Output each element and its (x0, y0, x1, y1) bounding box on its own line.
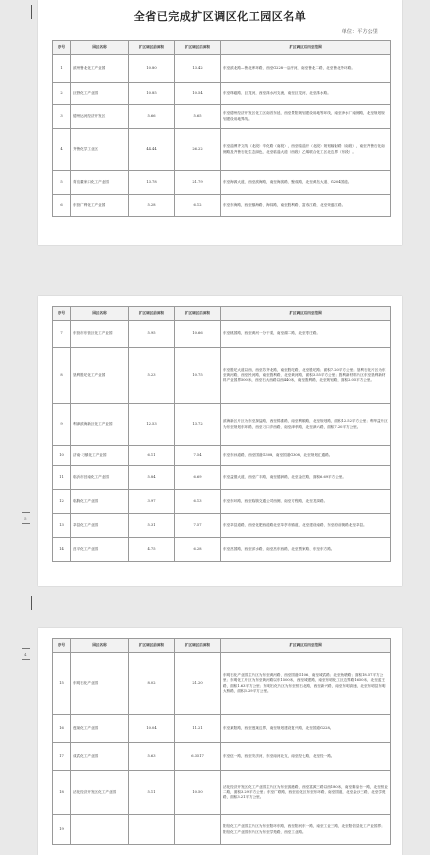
cell-after: 7.57 (175, 514, 221, 538)
header-after: 扩区调区后面积 (175, 307, 221, 321)
cell-no: 15 (53, 653, 71, 715)
table-row (53, 743, 391, 771)
table-row (53, 653, 391, 715)
page-number-dash (22, 659, 30, 660)
cell-scope: 东至莘县道路，西至化肥西道路北至莘亭市镇道，北至建设南路、东至府前街路北至莘县。 (221, 514, 391, 538)
header-name: 园区名称 (71, 41, 129, 55)
page-number-dash (22, 648, 30, 649)
table-row (53, 55, 391, 83)
cell-name: 德州运河经济开发区 (71, 105, 129, 129)
cell-before: 5.28 (129, 195, 175, 217)
cell-before: 5.23 (129, 348, 175, 404)
cell-name: 临朐化工产业园 (71, 490, 129, 514)
table-row (53, 446, 391, 466)
cell-before: 3.97 (129, 490, 175, 514)
cell-scope: 东至东孙道路，西至国道G308，南至国道G308，北至规划汇通路。 (221, 446, 391, 466)
cell-name: 东营广利化工产业园 (71, 195, 129, 217)
cell-no: 5 (53, 171, 71, 195)
table-row (53, 321, 391, 348)
cell-before (129, 815, 175, 845)
cell-no: 16 (53, 715, 71, 743)
table-row (53, 538, 391, 562)
cell-after: 5.65 (175, 105, 221, 129)
page-number-dash (22, 523, 30, 524)
table-row (53, 195, 391, 217)
cell-name: 东明石化产业园 (71, 653, 129, 715)
table-row (53, 171, 391, 195)
cell-after: 21.20 (175, 653, 221, 715)
page-number: 4 (24, 652, 27, 657)
cell-no: 6 (53, 195, 71, 217)
document-page-3 (38, 628, 402, 855)
cell-after: 10.66 (175, 321, 221, 348)
header-name: 园区名称 (71, 307, 129, 321)
cell-scope: 东至德州经济开发区化工区南首东延，西至景阳规划建设用地等环线，南至净水厂南侧路，北至规划规划建设用地界线。 (221, 105, 391, 129)
header-name: 园区名称 (71, 639, 129, 653)
cell-name: 滨州鲁北化工产业园 (71, 55, 129, 83)
cell-no: 14 (53, 538, 71, 562)
header-scope: 扩区调区后四至范围 (221, 307, 391, 321)
page-number-dash (22, 512, 30, 513)
cell-after (175, 815, 221, 845)
cell-scope: 东至滨北路—鲁北库环路，西至G228一沿疗河，南至鲁北二路，北至鲁北外环路。 (221, 55, 391, 83)
table-row (53, 466, 391, 490)
header-scope: 扩区调区后四至范围 (221, 639, 391, 653)
cell-scope: 东至桃园路，西至黄河一分干渠，南至湖二路，北至枣庄路。 (221, 321, 391, 348)
cell-after: 6.13 (175, 490, 221, 514)
cell-no: 12 (53, 490, 71, 514)
header-before: 扩区调区前面积 (129, 639, 175, 653)
page-number: 5 (24, 516, 27, 521)
parks-table-page-2 (52, 306, 391, 562)
header-no: 序号 (53, 307, 71, 321)
cell-after: 13.42 (175, 55, 221, 83)
header-after: 扩区调区后面积 (175, 41, 221, 55)
table-row (53, 105, 391, 129)
table-row (53, 815, 391, 845)
parks-table-page-1 (52, 40, 391, 217)
cell-name: 莘县化工产业园 (71, 514, 129, 538)
cell-name: 成武化工产业园 (71, 743, 129, 771)
unit-label: 单位：平方公里 (341, 29, 378, 35)
cell-name: 齐鲁化学工业区 (71, 129, 129, 171)
cell-before: 44.44 (129, 129, 175, 171)
cell-after: 10.75 (175, 348, 221, 404)
table-row (53, 715, 391, 743)
header-after: 扩区调区后面积 (175, 639, 221, 653)
cell-no: 3 (53, 105, 71, 129)
header-before: 扩区调区前面积 (129, 41, 175, 55)
cell-scope: 东至淄博齐文线（北段）辛化路（南段），西至临淄开（北段）规划辐射路（南段），南至齐鲁石化南侧路及齐鲁石化生态绿色，北至临淄大道（西段）乙烯联合化工区北边界（东段）。 (221, 129, 391, 171)
cell-no: 9 (53, 404, 71, 446)
cell-name (71, 815, 129, 845)
cell-name: 临沂市莒南化工产业园 (71, 466, 129, 490)
cell-before: 4.75 (129, 538, 175, 562)
cell-scope: 东至东环路，西至临朐交通公司西侧，南至方程路，北至龙岗路。 (221, 490, 391, 514)
cell-no: 19 (53, 815, 71, 845)
cell-scope: 东至胜坨大道以西，西至苏齐北路，南至胜坨路，北至胜坨路；面积7.20平方公里；垦利石化片区为东至黄河路，西至民河路，南至胜利路，北至黄河路，面积3.55平方公里；胜利新材料片区东至垦利新材料产业园界500米，西至石大西路以西440米，南至胜利路，北至规划路，面积2.05平方公里。 (221, 348, 391, 404)
cell-scope: 沾化经济开发区化工产业园主片区为东至滨港路，西至富源三路以西180米，南至秦皇台一路，北至恒业二路，面积3.29平方公里；东至广联路，西至沾化区东至东环路，南至国道，北至金沙三路，北至学苑路，面积3.21平方公里。 (221, 771, 391, 815)
cell-no: 18 (53, 771, 71, 815)
cell-no: 11 (53, 466, 71, 490)
cell-after: 10.50 (175, 771, 221, 815)
cell-no: 13 (53, 514, 71, 538)
table-row (53, 404, 391, 446)
table-header-row (53, 639, 391, 653)
table-row (53, 348, 391, 404)
cell-scope: 东明石化产业园主片区为东至黄河路、西至国道G106、南至城武路；北至鱼塘路；面积18.57平方公里；东明化工片区为东至黄河路以东1500米，西至城建路，南至东明化工区边界路1650米，北至蓝王路，面积1.63平方公里；东明石化片区为东至恒石北路，西至新兴路，南至东明高速，北至东明县东明大桥路，面积3.29平方公里。 (221, 653, 391, 715)
cell-no: 2 (53, 83, 71, 105)
cell-scope: 东至莒国路，西至沭水路，南至莒东西路，北至贾家路、东至东方路。 (221, 538, 391, 562)
cell-after: 10.54 (175, 83, 221, 105)
cell-before: 5.63 (129, 743, 175, 771)
page-title: 全省已完成扩区调区化工园区名单 (133, 10, 307, 23)
cell-name: 莒平化工产业园 (71, 538, 129, 562)
cell-name: 沾化经济开发区化工产业园 (71, 771, 129, 815)
cell-name: 巨野化工产业园 (71, 83, 129, 105)
cell-after: 11.21 (175, 715, 221, 743)
cell-before: 5.11 (129, 771, 175, 815)
cell-scope: 东至伍一路，西至安济河，东至南河北支，南至经七路，北至经一路。 (221, 743, 391, 771)
cell-name: 莲莱化工产业园 (71, 715, 129, 743)
table-header-row (53, 307, 391, 321)
cell-before: 12.53 (129, 404, 175, 446)
table-header-row (53, 41, 391, 55)
cell-name: 济南·刁镇化工产业园 (71, 446, 129, 466)
cell-no: 7 (53, 321, 71, 348)
cell-before: 5.31 (129, 514, 175, 538)
cell-before: 5.66 (129, 105, 175, 129)
cell-scope: 东至东海路，西至镇海路、海纬路，南至胜利路、富寿江路，北至荣盛江路。 (221, 195, 391, 217)
cell-name: 利津滨海新区化工产业园 (71, 404, 129, 446)
table-row (53, 771, 391, 815)
header-before: 扩区调区前面积 (129, 307, 175, 321)
cell-no: 1 (53, 55, 71, 83)
parks-table-page-3 (52, 638, 391, 845)
cell-scope: 东至海源大道，西至滨海路，南至海滨路、聚成路，北至黄岛大道、G204国道。 (221, 171, 391, 195)
cell-before: 10.04 (129, 715, 175, 743)
cell-after: 26.22 (175, 129, 221, 171)
cell-before: 5.84 (129, 466, 175, 490)
margin-mark (31, 5, 32, 19)
cell-no: 4 (53, 129, 71, 171)
cell-after: 21.79 (175, 171, 221, 195)
cell-after: 6.3517 (175, 743, 221, 771)
cell-after: 6.28 (175, 538, 221, 562)
cell-no: 10 (53, 446, 71, 466)
table-row (53, 129, 391, 171)
cell-name: 垦利胜坨化工产业园 (71, 348, 129, 404)
header-no: 序号 (53, 639, 71, 653)
header-no: 序号 (53, 41, 71, 55)
cell-after: 13.72 (175, 404, 221, 446)
cell-scope: 东至益德大道，西至广丰路，南至德润路，北至金庄路，面积6.69平方公里。 (221, 466, 391, 490)
cell-scope: 东至珠磁路、巨龙河，西至洙水河支流，南至巨龙河，北至洙水路。 (221, 83, 391, 105)
document-page-2 (38, 296, 402, 586)
cell-before: 5.95 (129, 321, 175, 348)
cell-scope: 滨海新区片区为东至探盐路，西至锦淮路，南至利顺路，北至规划路，面积12.52平方公里；利华益片区为东至规划东环路，西至刁口乡西路，南至津孝路，北至津六路，面积7.20平方公里。 (221, 404, 391, 446)
table-row (53, 490, 391, 514)
cell-name: 青岛董家口化工产业园 (71, 171, 129, 195)
cell-scope: 东至莱阳路，西至莲莱边界，南至规划建设复兴路，北至国道G228。 (221, 715, 391, 743)
cell-name: 东营市东营区化工产业园 (71, 321, 129, 348)
cell-after: 6.12 (175, 195, 221, 217)
cell-before: 8.02 (129, 653, 175, 715)
table-row (53, 83, 391, 105)
cell-scope: 阳信化工产业园主片区为东至阳环东路，西至阳河东一路，南至工业三路，北至阳信县化工产业园界；阳信化工产业园东片区为东至学苑路，西至工业路。 (221, 815, 391, 845)
header-scope: 扩区调区后四至范围 (221, 41, 391, 55)
cell-before: 10.85 (129, 83, 175, 105)
cell-no: 8 (53, 348, 71, 404)
cell-after: 7.54 (175, 446, 221, 466)
margin-mark (31, 596, 32, 610)
cell-before: 10.80 (129, 55, 175, 83)
document-page-1 (38, 0, 402, 245)
cell-before: 6.11 (129, 446, 175, 466)
cell-before: 13.78 (129, 171, 175, 195)
cell-no: 17 (53, 743, 71, 771)
cell-after: 6.69 (175, 466, 221, 490)
table-row (53, 514, 391, 538)
